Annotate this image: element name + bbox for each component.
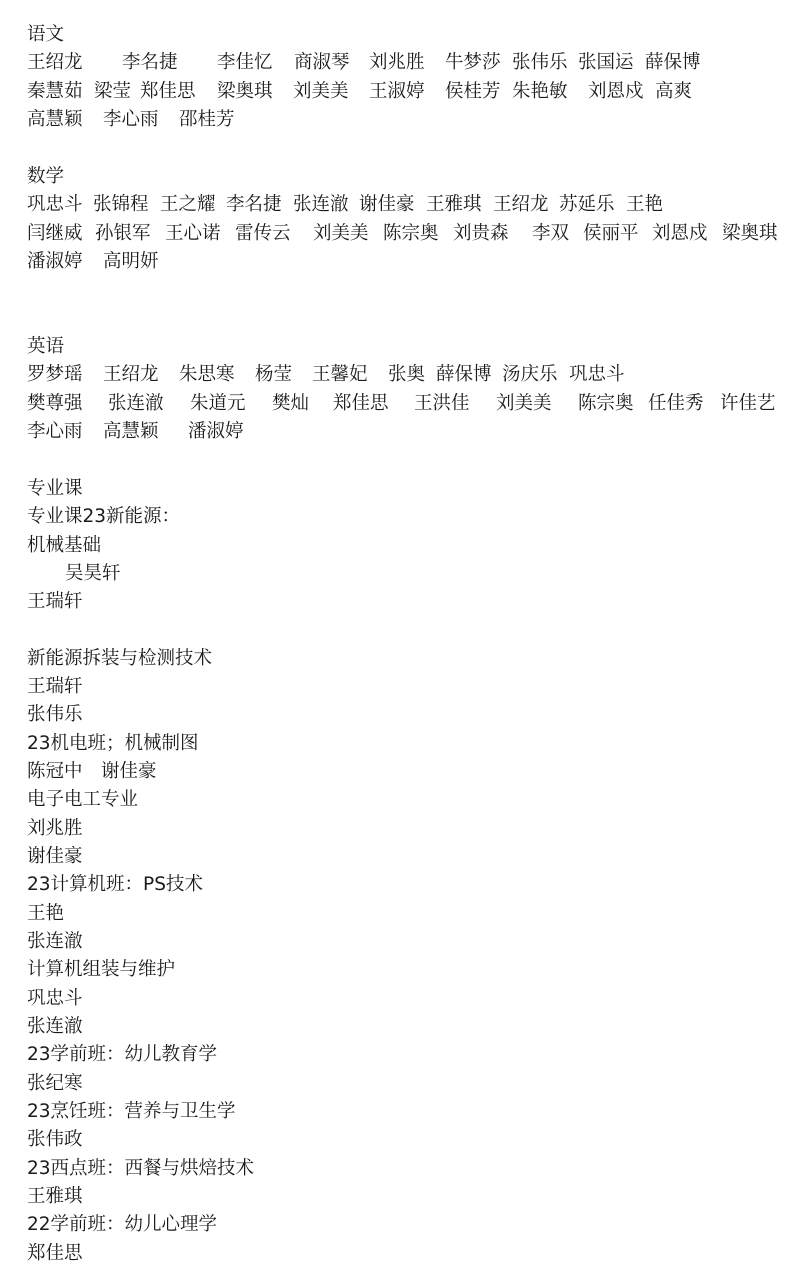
name: 樊尊强 [27,393,83,414]
name: 潘淑婷 [188,421,244,442]
name: 巩忠斗 [569,364,625,385]
yingyu-row-3 [27,419,797,445]
shuxue-row-2 [27,221,797,247]
name: 梁奥琪 [217,81,273,102]
zhuanye-line: 23西点班：西餐与烘焙技术 [27,1158,255,1179]
name: 陈宗奥 [578,393,634,414]
name: 郑佳思 [140,81,196,102]
name: 薛保博 [645,52,701,73]
name: 张奥 [388,364,426,385]
zhuanye-line: 23烹饪班：营养与卫生学 [27,1101,236,1122]
name: 巩忠斗 [27,194,83,215]
name: 樊灿 [272,393,310,414]
name: 张连澈 [293,194,349,215]
name: 罗梦瑶 [27,364,83,385]
zhuanye-line: 吴昊轩 [65,563,121,584]
section-heading-yuwen: 语文 [27,24,65,45]
name: 侯桂芳 [445,81,501,102]
shuxue-row-3 [27,249,797,275]
name: 朱思寒 [179,364,235,385]
zhuanye-line: 专业课23新能源： [27,506,181,527]
name: 刘兆胜 [369,52,425,73]
zhuanye-line: 23机电班；机械制图 [27,733,199,754]
name: 李名捷 [226,194,282,215]
zhuanye-line: 王艳 [27,903,65,924]
zhuanye-line: 机械基础 [27,535,102,556]
name: 邵桂芳 [179,109,235,130]
name: 朱道元 [190,393,246,414]
shuxue-row-1 [27,192,797,218]
name: 刘贵森 [453,223,509,244]
zhuanye-line: 张连澈 [27,931,83,952]
zhuanye-line: 22学前班：幼儿心理学 [27,1214,218,1235]
name: 王馨妃 [312,364,368,385]
name: 商淑琴 [294,52,350,73]
name: 王艳 [626,194,664,215]
name: 李心雨 [27,421,83,442]
zhuanye-line: 张伟乐 [27,704,83,725]
name: 任佳秀 [648,393,704,414]
name: 孙银军 [95,223,151,244]
name: 刘恩戍 [588,81,644,102]
name: 王洪佳 [414,393,470,414]
zhuanye-line: 陈冠中 谢佳豪 [27,761,157,782]
name: 牛梦莎 [445,52,501,73]
zhuanye-line: 电子电工专业 [27,789,139,810]
name: 潘淑婷 [27,251,83,272]
name: 梁奥琪 [722,223,778,244]
zhuanye-line: 王瑞轩 [27,591,83,612]
name: 王绍龙 [103,364,159,385]
name: 刘美美 [313,223,369,244]
name: 王绍龙 [493,194,549,215]
zhuanye-line: 刘兆胜 [27,818,83,839]
name: 朱艳敏 [512,81,568,102]
yuwen-row-2 [27,79,797,105]
section-heading-shuxue: 数学 [27,166,65,187]
name: 梁莹 [94,81,132,102]
name: 张连澈 [108,393,164,414]
zhuanye-line: 王雅琪 [27,1186,83,1207]
name: 高慧颖 [103,421,159,442]
yingyu-row-1 [27,362,797,388]
name: 李佳忆 [217,52,273,73]
zhuanye-line: 23计算机班：PS技术 [27,874,203,895]
name: 张伟乐 [512,52,568,73]
name: 张锦程 [93,194,149,215]
name: 王绍龙 [27,52,83,73]
name: 刘美美 [496,393,552,414]
name: 李名捷 [122,52,178,73]
name: 王之耀 [160,194,216,215]
zhuanye-line: 张纪寒 [27,1073,83,1094]
name: 王淑婷 [369,81,425,102]
name: 王心诺 [165,223,221,244]
zhuanye-line: 张连澈 [27,1016,83,1037]
zhuanye-line: 张伟政 [27,1129,83,1150]
yuwen-row-1 [27,50,797,76]
name: 汤庆乐 [502,364,558,385]
name: 秦慧茹 [27,81,83,102]
name: 王雅琪 [426,194,482,215]
name: 薛保博 [436,364,492,385]
name: 侯丽平 [583,223,639,244]
name: 闫继威 [27,223,83,244]
section-heading-zhuanye: 专业课 [27,478,83,499]
yingyu-row-2 [27,391,797,417]
name: 许佳艺 [720,393,776,414]
name: 李心雨 [103,109,159,130]
section-heading-yingyu: 英语 [27,336,65,357]
yuwen-row-3 [27,107,797,133]
zhuanye-line: 23学前班：幼儿教育学 [27,1044,218,1065]
zhuanye-line: 郑佳思 [27,1243,83,1264]
name: 高爽 [655,81,693,102]
name: 刘恩戍 [652,223,708,244]
name: 陈宗奥 [383,223,439,244]
zhuanye-line: 王瑞轩 [27,676,83,697]
name: 李双 [532,223,570,244]
name: 雷传云 [235,223,291,244]
name: 张国运 [578,52,634,73]
name: 高明妍 [103,251,159,272]
zhuanye-line: 巩忠斗 [27,988,83,1009]
zhuanye-line: 新能源拆装与检测技术 [27,648,213,669]
name: 苏延乐 [559,194,615,215]
name: 郑佳思 [333,393,389,414]
zhuanye-line: 计算机组装与维护 [27,959,176,980]
name: 刘美美 [293,81,349,102]
name: 杨莹 [255,364,293,385]
name: 高慧颖 [27,109,83,130]
zhuanye-line: 谢佳豪 [27,846,83,867]
name: 谢佳豪 [359,194,415,215]
